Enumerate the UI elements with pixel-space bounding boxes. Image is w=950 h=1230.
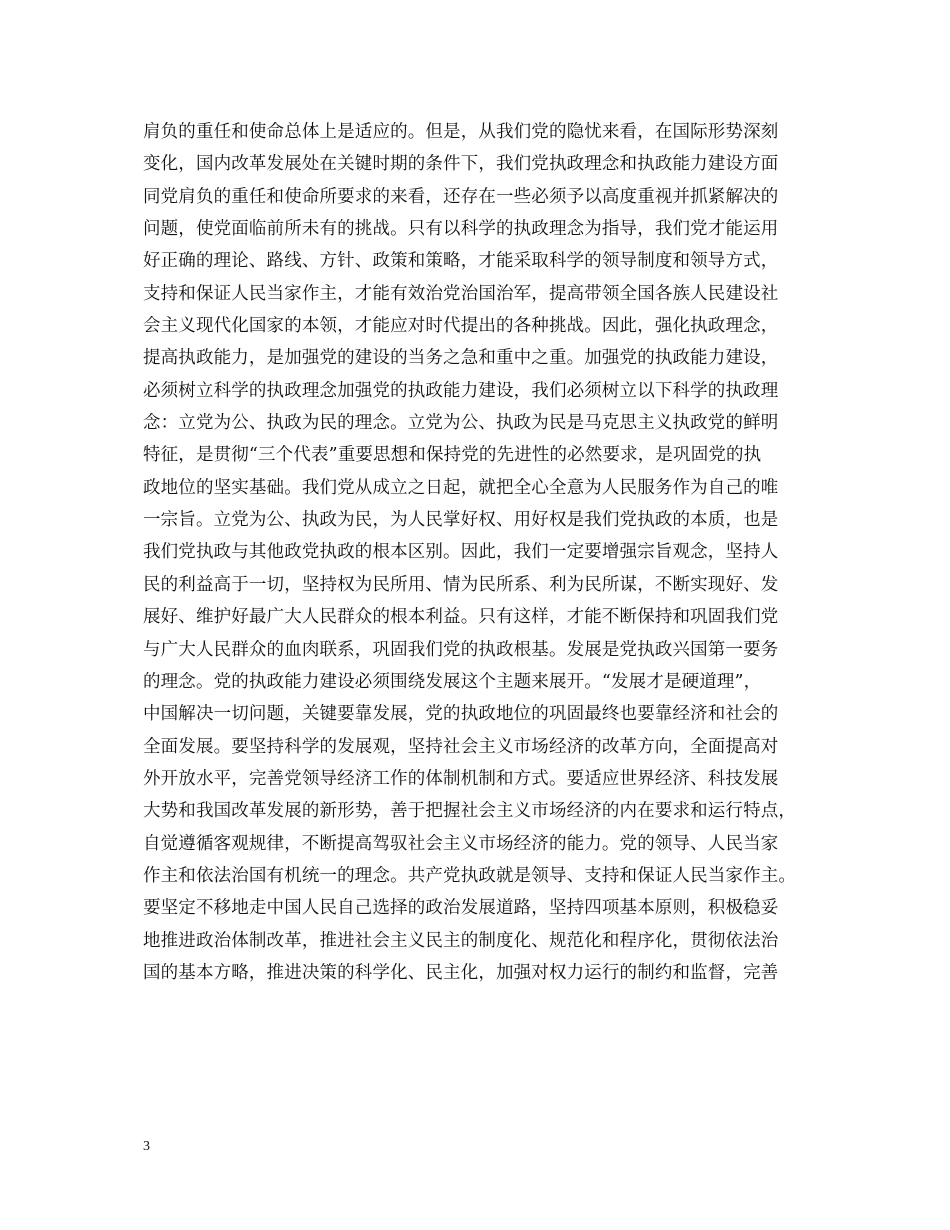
text-line: 展好、维护好最广大人民群众的根本利益。只有这样，才能不断保持和巩固我们党: [143, 607, 779, 628]
text-line: 我们党执政与其他政党执政的根本区别。因此，我们一定要增强宗旨观念，坚持人: [143, 542, 779, 563]
text-line: 作主和依法治国有机统一的理念。共产党执政就是领导、支持和保证人民当家作主。: [143, 865, 797, 886]
text-line: 的理念。党的执政能力建设必须围绕发展这个主题来展开。“发展才是硬道理”，: [143, 671, 762, 692]
text-line: 要坚定不移地走中国人民自己选择的政治发展道路，坚持四项基本原则，积极稳妥: [143, 898, 779, 919]
page-number: 3: [143, 1139, 150, 1154]
text-line: 支持和保证人民当家作主，才能有效治党治国治军，提高带领全国各族人民建设社: [143, 283, 779, 304]
text-line: 中国解决一切问题，关键要靠发展，党的执政地位的巩固最终也要靠经济和社会的: [143, 704, 779, 725]
text-line: 念：立党为公、执政为民的理念。立党为公、执政为民是马克思主义执政党的鲜明: [143, 413, 779, 434]
text-line: 提高执政能力，是加强党的建设的当务之急和重中之重。加强党的执政能力建设，: [143, 348, 779, 369]
text-line: 变化，国内改革发展处在关键时期的条件下，我们党执政理念和执政能力建设方面: [143, 154, 779, 175]
text-line: 必须树立科学的执政理念加强党的执政能力建设，我们必须树立以下科学的执政理: [143, 380, 779, 401]
body-paragraph: [143, 116, 833, 989]
text-line: 大势和我国改革发展的新形势，善于把握社会主义市场经济的内在要求和运行特点，: [143, 801, 797, 822]
text-line: 问题，使党面临前所未有的挑战。只有以科学的执政理念为指导，我们党才能运用: [143, 219, 779, 240]
text-line: 同党肩负的重任和使命所要求的来看，还存在一些必须予以高度重视并抓紧解决的: [143, 186, 779, 207]
text-line: 肩负的重任和使命总体上是适应的。但是，从我们党的隐忧来看，在国际形势深刻: [143, 122, 779, 142]
text-line: 特征，是贯彻“三个代表”重要思想和保持党的先进性的必然要求，是巩固党的执: [143, 445, 762, 466]
text-line: 全面发展。要坚持科学的发展观，坚持社会主义市场经济的改革方向，全面提高对: [143, 736, 779, 757]
text-line: 与广大人民群众的血肉联系，巩固我们党的执政根基。发展是党执政兴国第一要务: [143, 639, 779, 660]
text-line: 国的基本方略，推进决策的科学化、民主化，加强对权力运行的制约和监督，完善: [143, 962, 779, 983]
text-line: 好正确的理论、路线、方针、政策和策略，才能采取科学的领导制度和领导方式，: [143, 251, 779, 272]
text-line: 自觉遵循客观规律，不断提高驾驭社会主义市场经济的能力。党的领导、人民当家: [143, 833, 779, 854]
text-line: 外开放水平，完善党领导经济工作的体制机制和方式。要适应世界经济、科技发展: [143, 768, 779, 789]
text-line: 民的利益高于一切，坚持权为民所用、情为民所系、利为民所谋，不断实现好、发: [143, 574, 779, 595]
text-line: 地推进政治体制改革，推进社会主义民主的制度化、规范化和程序化，贯彻依法治: [143, 930, 779, 951]
text-line: 一宗旨。立党为公、执政为民，为人民掌好权、用好权是我们党执政的本质，也是: [143, 510, 779, 531]
text-line: 会主义现代化国家的本领，才能应对时代提出的各种挑战。因此，强化执政理念，: [143, 316, 779, 337]
text-line: 政地位的坚实基础。我们党从成立之日起，就把全心全意为人民服务作为自己的唯: [143, 477, 779, 498]
